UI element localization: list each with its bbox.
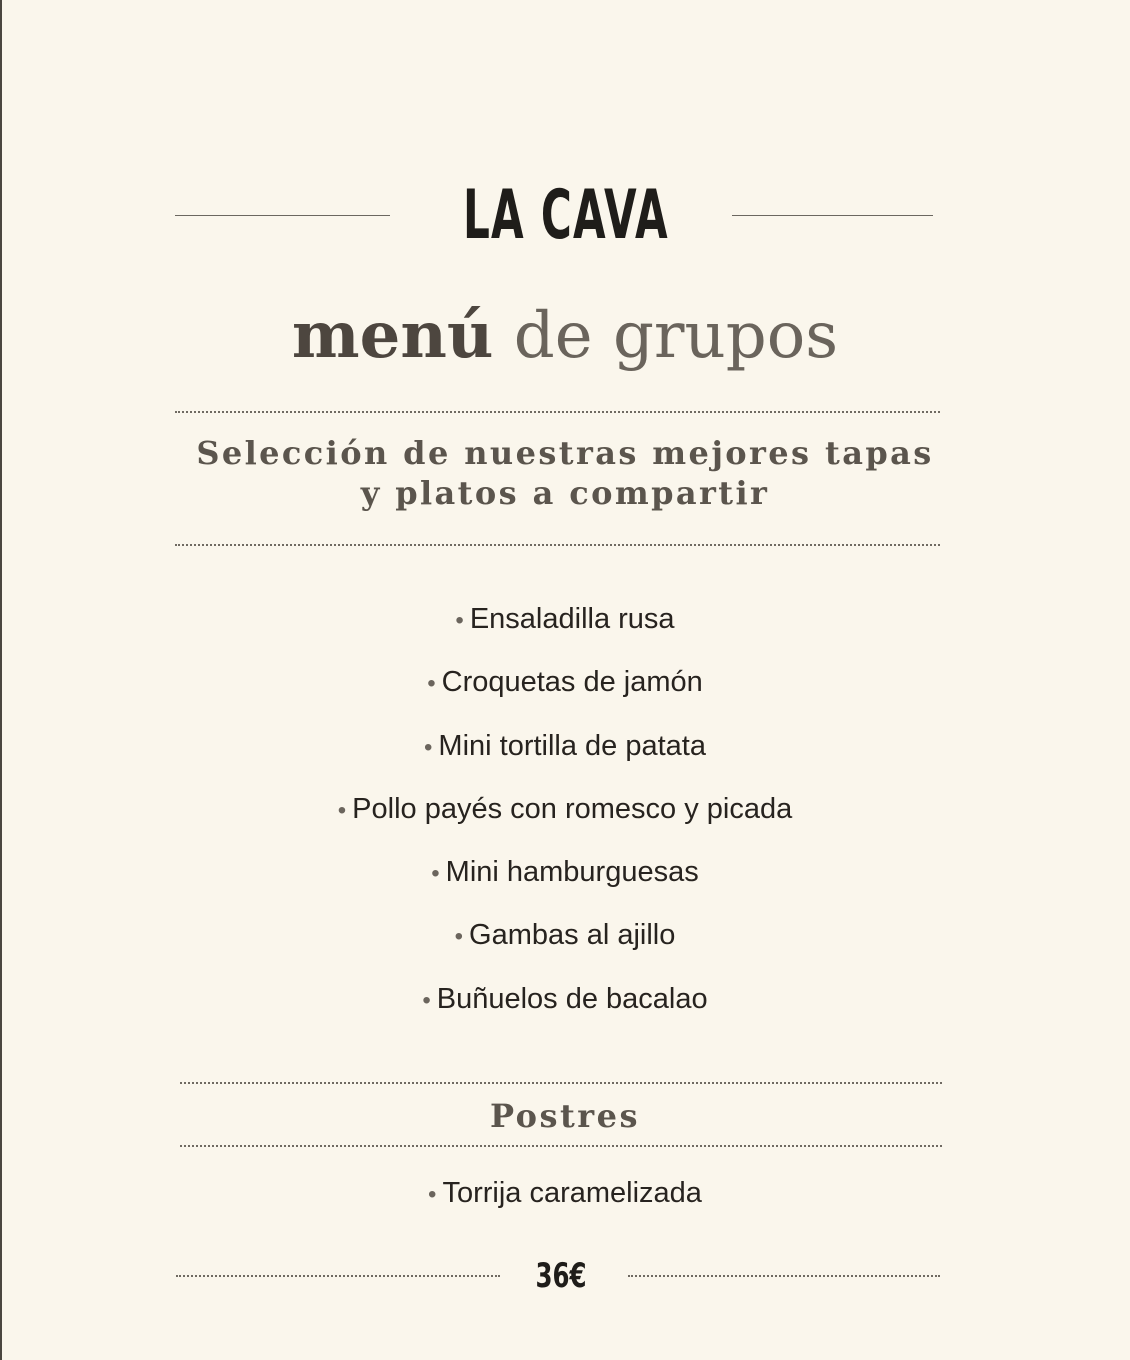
intro-line-2: y platos a compartir (360, 474, 770, 512)
dessert-item (0, 1170, 1130, 1218)
bullet-icon: • (455, 607, 464, 634)
menu-subtitle (0, 296, 1130, 376)
bullet-icon: • (427, 670, 436, 698)
bullet-icon: • (454, 923, 464, 951)
list-item (0, 849, 1130, 912)
list-item (0, 912, 1130, 975)
item-label: Ensaladilla rusa (469, 603, 675, 635)
item-label: Mini hamburguesas (445, 856, 699, 889)
divider-dotted (180, 1082, 942, 1084)
divider-dotted (180, 1145, 942, 1147)
subtitle-bold: menú (291, 298, 494, 373)
subtitle-rest: de grupos (493, 299, 839, 373)
list-item (0, 596, 1130, 659)
restaurant-title: LA CAVA (462, 176, 669, 255)
desserts-heading: Postres (489, 1097, 641, 1135)
item-label: Buñuelos de bacalao (436, 982, 708, 1015)
header (175, 176, 933, 256)
list-item (0, 786, 1130, 849)
list-item (0, 659, 1130, 722)
divider-dotted (175, 411, 940, 413)
bullet-icon: • (422, 986, 431, 1014)
bullet-icon: • (337, 796, 347, 824)
tapas-list (0, 596, 1130, 1039)
item-label: Croquetas de jamón (441, 666, 703, 699)
list-item (0, 723, 1130, 786)
intro-text (0, 433, 1130, 513)
bullet-icon: • (431, 860, 440, 888)
bullet-icon: • (428, 1181, 437, 1208)
list-item (0, 976, 1130, 1039)
price-rule-left (176, 1275, 500, 1277)
title-rule-right (732, 215, 933, 216)
price: 36€ (535, 1256, 587, 1296)
bullet-icon: • (424, 733, 433, 761)
dessert-label: Torrija caramelizada (442, 1177, 702, 1209)
item-label: Pollo payés con romesco y picada (352, 792, 793, 825)
item-label: Gambas al ajillo (469, 919, 676, 952)
divider-dotted (175, 544, 940, 546)
price-rule-right (628, 1275, 940, 1277)
intro-line-1: Selección de nuestras mejores tapas (196, 434, 934, 472)
item-label: Mini tortilla de patata (438, 729, 706, 762)
